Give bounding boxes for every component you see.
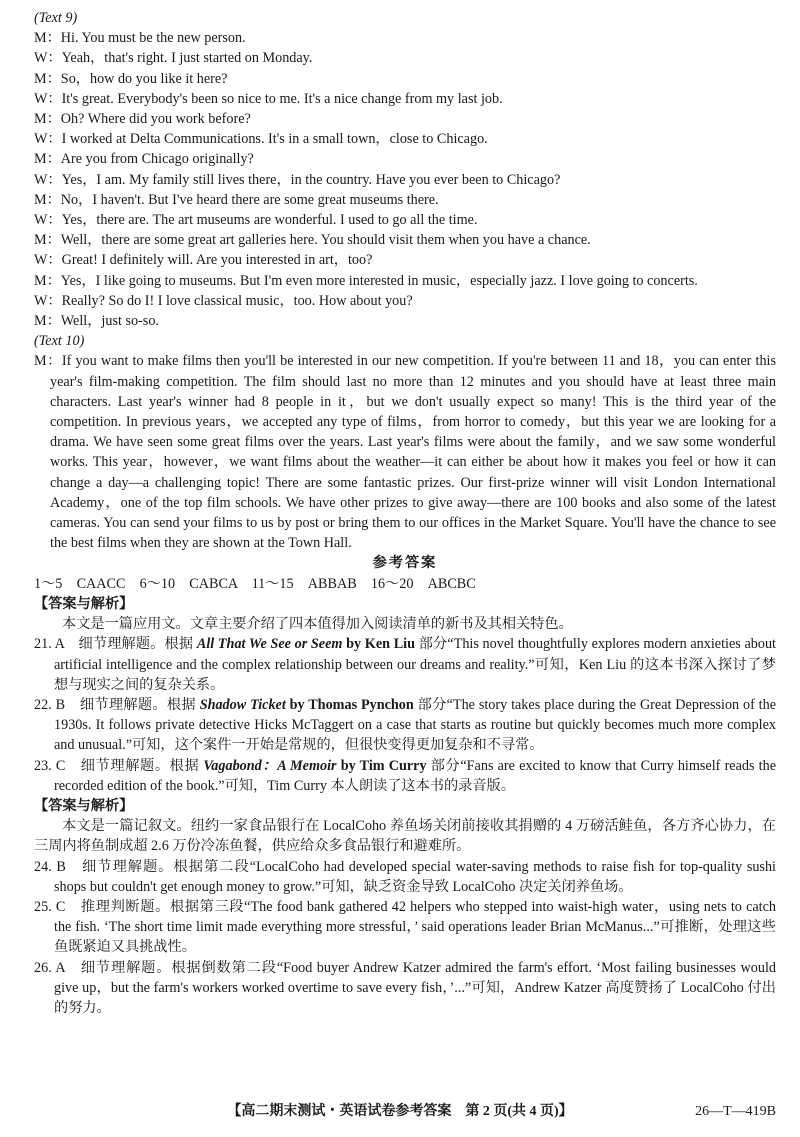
dialogue-line: M：Oh? Where did you work before? [34, 111, 251, 128]
question-26-explanation: 26. A 细节理解题。根据倒数第二段“Food buyer Andrew Katzer admired the farm's effort. ‘Most failing businesses would give up，but the farm's workers worked overtime to save every fish，’...”可知，Andrew Katzer 高度赞扬了 LocalCoho 付出的努力。 [34, 959, 776, 1016]
page-footer [0, 1102, 800, 1124]
dialogue-line: W：It's great. Everybody's been so nice to me. It's a nice change from my last job. [34, 90, 503, 107]
q23-body: 部分“Fans are excited to know that Curry himself reads the recorded edition of the book.”可知，Tim Curry 本人朗读了这本书的录音版。 [54, 757, 776, 794]
answer-key-line: 1～5 CAACC 6～10 CABCA 11～15 ABBAB 16～20 ABCBC [34, 575, 476, 592]
q22-author: by Thomas Pynchon [285, 696, 414, 713]
dialogue-line: W：Yes，I am. My family still lives there，in the country. Have you ever been to Chicago? [34, 171, 561, 188]
dialogue-line: M：Well，there are some great art galleries here. You should visit them when you have a chance. [34, 232, 591, 249]
dialogue-line: M：No，I haven't. But I've heard there are some great museums there. [34, 191, 439, 208]
dialogue-line: M：So，how do you like it here? [34, 70, 228, 87]
dialogue-line: W：Yes，there are. The art museums are wonderful. I used to go all the time. [34, 212, 478, 229]
answers-heading: 参考答案 [372, 555, 438, 572]
dialogue-line: M：Hi. You must be the new person. [34, 30, 246, 47]
dialogue-line: W：Really? So do I! I love classical music，too. How about you? [34, 292, 413, 309]
q23-prefix: 23. C 细节理解题。根据 [34, 757, 204, 774]
text10-monologue: M：If you want to make films then you'll be interested in our new competition. If you're between 11 and 18，you can enter this year's film-making competition. The film should last no more than 12 minutes and you should have at least three main characters. Last year's winner had 8 people in it，but we don't usually expect so many! This is the third year of the competition. In previous years，we accepted any type of films，from horror to comedy，but this year we are looking for a drama. We have seen some great films over the years. Last year's films were about the family，and we saw some wonderful works. This year，however，we want films about the weather—it can either be about how it makes you feel or how it can change a day—a challenging topic! There are some fantastic prizes. Our first-prize winner will visit London International Academy，one of the top film schools. We have other prizes to give away—there are 100 books and also some of the latest cameras. You can send your films to us by post or bring them to our offices in the Market Square. You'll have the chance to see the best films when they are shown at the Town Hall. [34, 353, 776, 552]
dialogue-line: W：Great! I definitely will. Are you interested in art，too? [34, 252, 373, 269]
section-intro: 本文是一篇应用文。文章主要介绍了四本值得加入阅读清单的新书及其相关特色。 [62, 616, 573, 633]
question-25-explanation: 25. C 推理判断题。根据第三段“The food bank gathered 42 helpers who stepped into waist-high water，using nets to catch the fish. ‘The short time limit made everything more stressful，’ said operations leader Brian McManus...”可推断，处理这些鱼既紧迫又具挑战性。 [34, 898, 776, 956]
footer-code: 26—T—419B [695, 1104, 776, 1119]
question-22-explanation [34, 695, 776, 756]
q23-book-title: Vagabond：A Memoir [203, 757, 337, 774]
dialogue-line: M：Yes，I like going to museums. But I'm even more interested in music，especially jazz. I love going to concerts. [34, 272, 698, 289]
text9-dialogue [34, 28, 776, 331]
footer-title: 【高二期末测试・英语试卷参考答案 第 2 页(共 4 页)】 [227, 1104, 573, 1119]
dialogue-line: M：Are you from Chicago originally? [34, 151, 254, 168]
text9-tag: (Text 9) [34, 10, 78, 26]
q21-author: by Ken Liu [342, 636, 416, 653]
q21-prefix: 21. A 细节理解题。根据 [34, 636, 197, 653]
question-23-explanation [34, 756, 776, 796]
question-24-explanation: 24. B 细节理解题。根据第二段“LocalCoho had developed special water-saving methods to raise fish for top-quality sushi shops but couldn't get enough money to grow.”可知，缺乏资金导致 LocalCoho 决定关闭养鱼场。 [34, 858, 776, 895]
section-intro: 本文是一篇记叙文。纽约一家食品银行在 LocalCoho 养鱼场关闭前接收其捐赠的 4 万磅活鲑鱼，各方齐心协力，在三周内将鱼制成超 2.6 万份冷冻鱼餐，供应给众多食品银行和避难所。 [34, 818, 776, 855]
dialogue-line: W：I worked at Delta Communications. It's in a small town，close to Chicago. [34, 131, 488, 148]
q21-body: 部分“This novel thoughtfully explores modern anxieties about artificial intelligence and the complex relationship between our dreams and reality.”可知，Ken Liu 的这本书深入探讨了梦想与现实之间的复杂关系。 [54, 636, 776, 693]
dialogue-line: M：Well，just so-so. [34, 313, 159, 330]
section-label: 【答案与解析】 [34, 595, 134, 612]
q21-book-title: All That We See or Seem [196, 636, 343, 653]
q22-book-title: Shadow Ticket [199, 696, 286, 713]
section-label: 【答案与解析】 [34, 797, 134, 814]
q22-prefix: 22. B 细节理解题。根据 [34, 696, 200, 713]
question-21-explanation [34, 634, 776, 695]
q22-body: 部分“The story takes place during the Great Depression of the 1930s. It follows private detective Hicks McTaggert on a case that starts as routine but quickly becomes much more complex and unusual.”可知，这个案件一开始是常规的，但很快变得更加复杂和不寻常。 [54, 696, 776, 754]
dialogue-line: W：Yeah，that's right. I just started on Monday. [34, 50, 313, 67]
text10-tag: (Text 10) [34, 333, 85, 350]
q23-author: by Tim Curry [336, 757, 427, 774]
